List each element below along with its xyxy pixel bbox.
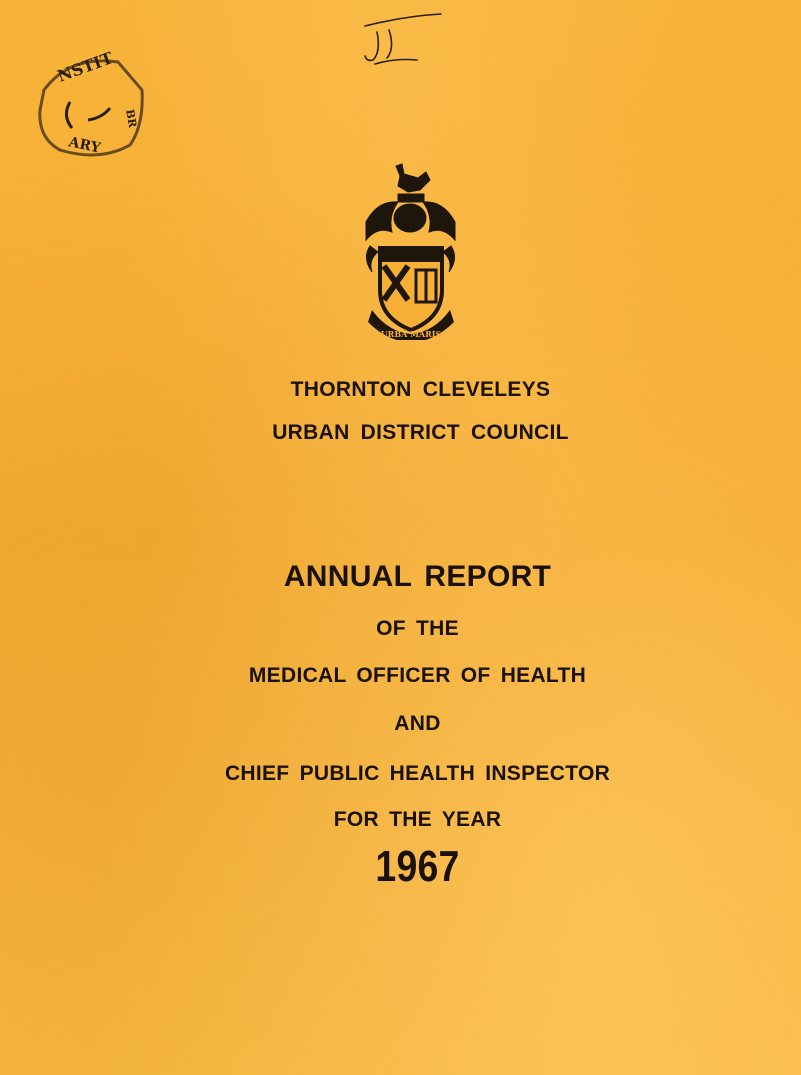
svg-text:BR: BR <box>123 108 140 129</box>
council-name-line-2: URBAN DISTRICT COUNCIL <box>272 421 569 444</box>
council-name-line-1: THORNTON CLEVELEYS <box>290 378 551 401</box>
handwritten-mark <box>355 10 445 70</box>
report-inspector: CHIEF PUBLIC HEALTH INSPECTOR <box>224 762 611 785</box>
svg-text:URBA MARIS: URBA MARIS <box>380 329 442 339</box>
report-of-the: OF THE <box>376 617 459 640</box>
report-and: AND <box>394 712 441 735</box>
svg-text:ARY: ARY <box>67 134 102 157</box>
report-title: ANNUAL REPORT <box>283 560 552 593</box>
report-year: 1967 <box>375 842 460 891</box>
svg-text:NSTIT: NSTIT <box>54 50 116 86</box>
library-stamp-icon <box>30 50 155 165</box>
report-officer: MEDICAL OFFICER OF HEALTH <box>248 664 587 687</box>
report-for-the-year: FOR THE YEAR <box>333 808 502 831</box>
coat-of-arms-icon <box>358 160 463 340</box>
